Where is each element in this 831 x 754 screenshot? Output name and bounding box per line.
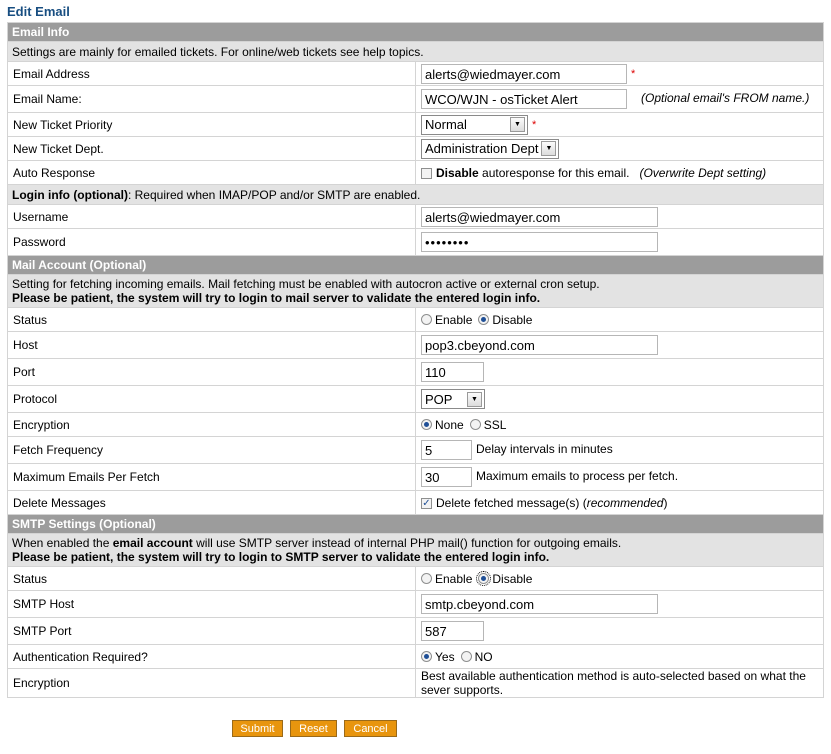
smtp-auth-yes-label: Yes bbox=[435, 649, 455, 664]
delete-messages-checkbox[interactable]: ✓ bbox=[422, 497, 431, 509]
delete-messages-text: Delete fetched message(s) bbox=[436, 495, 580, 510]
smtp-host-row bbox=[8, 591, 824, 618]
port-label: Port bbox=[8, 359, 416, 386]
port-row bbox=[8, 359, 824, 386]
cancel-button[interactable]: Cancel bbox=[344, 720, 397, 737]
smtp-status-disable-label: Disable bbox=[492, 571, 533, 586]
smtp-port-label: SMTP Port bbox=[8, 618, 416, 645]
priority-select[interactable] bbox=[421, 115, 528, 135]
smtp-encryption-row bbox=[8, 669, 824, 698]
login-info-note bbox=[8, 185, 824, 205]
max-emails-label: Maximum Emails Per Fetch bbox=[8, 464, 416, 491]
login-info-note-row bbox=[8, 185, 824, 205]
protocol-value: POP bbox=[425, 391, 453, 407]
mail-status-enable-radio[interactable] bbox=[421, 314, 432, 325]
auto-response-text: autoresponse for this email. bbox=[482, 165, 630, 180]
page-title: Edit Email bbox=[7, 4, 70, 19]
dept-value: Administration Dept bbox=[425, 141, 539, 156]
mail-status-enable-label: Enable bbox=[435, 312, 473, 327]
mail-account-header: Mail Account (Optional) bbox=[8, 256, 824, 275]
host-input[interactable]: pop3.cbeyond.com bbox=[421, 335, 658, 355]
smtp-note-row bbox=[8, 534, 824, 567]
encryption-none-radio[interactable] bbox=[421, 419, 432, 430]
mail-account-note-line1: Setting for fetching incoming emails. Mail fetching must be enabled with autocron active or external cron setup. bbox=[12, 277, 600, 291]
mail-status-disable-radio[interactable] bbox=[478, 314, 489, 325]
smtp-note-post: will use SMTP server instead of internal PHP mail() function for outgoing emails. bbox=[192, 536, 622, 550]
fetch-frequency-label: Fetch Frequency bbox=[8, 437, 416, 464]
encryption-ssl-label: SSL bbox=[483, 417, 507, 432]
smtp-auth-no-radio[interactable] bbox=[461, 651, 472, 662]
encryption-label: Encryption bbox=[8, 413, 416, 437]
smtp-note-bold: email account bbox=[112, 536, 193, 550]
priority-row bbox=[8, 113, 824, 137]
smtp-status-enable-radio[interactable] bbox=[421, 573, 432, 584]
username-input[interactable]: alerts@wiedmayer.com bbox=[421, 207, 658, 227]
mail-status-label: Status bbox=[8, 308, 416, 332]
delete-messages-row bbox=[8, 491, 824, 515]
smtp-port-input[interactable]: 587 bbox=[421, 621, 484, 641]
delete-messages-hint: recommended bbox=[586, 495, 664, 510]
dept-row bbox=[8, 137, 824, 161]
login-info-note-bold: Login info (optional) bbox=[12, 187, 128, 202]
smtp-host-input[interactable]: smtp.cbeyond.com bbox=[421, 594, 658, 614]
smtp-auth-label: Authentication Required? bbox=[8, 645, 416, 669]
fetch-frequency-hint: Delay intervals in minutes bbox=[476, 442, 613, 457]
auto-response-row bbox=[8, 161, 824, 185]
max-emails-row bbox=[8, 464, 824, 491]
max-emails-hint: Maximum emails to process per fetch. bbox=[476, 469, 679, 484]
encryption-row bbox=[8, 413, 824, 437]
smtp-host-label: SMTP Host bbox=[8, 591, 416, 618]
dept-select[interactable] bbox=[421, 139, 559, 159]
mail-status-row bbox=[8, 308, 824, 332]
smtp-auth-row bbox=[8, 645, 824, 669]
password-label: Password bbox=[8, 229, 416, 256]
auto-response-label: Auto Response bbox=[8, 161, 416, 185]
auto-response-hint: (Overwrite Dept setting) bbox=[639, 165, 767, 180]
email-info-header-row bbox=[8, 23, 824, 42]
max-emails-input[interactable]: 30 bbox=[421, 467, 472, 487]
username-row bbox=[8, 205, 824, 229]
encryption-ssl-radio[interactable] bbox=[470, 419, 481, 430]
delete-messages-hint-open: ( bbox=[582, 495, 587, 510]
host-label: Host bbox=[8, 332, 416, 359]
password-row bbox=[8, 229, 824, 256]
email-name-hint: (Optional email's FROM name.) bbox=[641, 91, 810, 106]
fetch-frequency-input[interactable]: 5 bbox=[421, 440, 472, 460]
required-mark: * bbox=[532, 118, 537, 131]
smtp-status-row bbox=[8, 567, 824, 591]
protocol-label: Protocol bbox=[8, 386, 416, 413]
auto-response-checkbox[interactable] bbox=[421, 168, 432, 179]
password-input[interactable]: •••••••• bbox=[421, 232, 658, 252]
submit-button[interactable]: Submit bbox=[232, 720, 283, 737]
protocol-select[interactable] bbox=[421, 389, 485, 409]
mail-status-disable-label: Disable bbox=[492, 312, 533, 327]
auto-response-disable-text: Disable bbox=[436, 165, 479, 180]
email-address-row bbox=[8, 62, 824, 86]
fetch-frequency-row bbox=[8, 437, 824, 464]
dept-label: New Ticket Dept. bbox=[8, 137, 416, 161]
smtp-note-line2: Please be patient, the system will try to login to SMTP server to validate the entered login info. bbox=[12, 550, 550, 564]
required-mark: * bbox=[631, 67, 636, 80]
delete-messages-label: Delete Messages bbox=[8, 491, 416, 515]
smtp-auth-no-label: NO bbox=[474, 649, 493, 664]
smtp-status-disable-radio[interactable] bbox=[478, 573, 489, 584]
chevron-down-icon: ▼ bbox=[467, 392, 482, 407]
chevron-down-icon: ▼ bbox=[541, 141, 556, 156]
reset-button[interactable]: Reset bbox=[290, 720, 337, 737]
mail-account-note bbox=[8, 275, 824, 308]
smtp-header: SMTP Settings (Optional) bbox=[8, 515, 824, 534]
email-info-note: Settings are mainly for emailed tickets. For online/web tickets see help topics. bbox=[8, 42, 824, 62]
email-form bbox=[7, 22, 824, 698]
host-row bbox=[8, 332, 824, 359]
email-info-header: Email Info bbox=[8, 23, 824, 42]
email-name-label: Email Name: bbox=[8, 86, 416, 113]
form-buttons bbox=[232, 720, 404, 737]
username-label: Username bbox=[8, 205, 416, 229]
chevron-down-icon: ▼ bbox=[510, 117, 525, 132]
priority-label: New Ticket Priority bbox=[8, 113, 416, 137]
smtp-encryption-label: Encryption bbox=[8, 669, 416, 698]
port-input[interactable]: 110 bbox=[421, 362, 484, 382]
smtp-note bbox=[8, 534, 824, 567]
login-info-note-rest: : Required when IMAP/POP and/or SMTP are enabled. bbox=[127, 187, 421, 202]
smtp-header-row bbox=[8, 515, 824, 534]
mail-account-note-row bbox=[8, 275, 824, 308]
smtp-encryption-text: Best available authentication method is auto-selected based on what the sever supports. bbox=[416, 669, 824, 698]
delete-messages-hint-close: ) bbox=[663, 495, 668, 510]
smtp-status-label: Status bbox=[8, 567, 416, 591]
email-name-input[interactable]: WCO/WJN - osTicket Alert bbox=[421, 89, 627, 109]
email-address-input[interactable]: alerts@wiedmayer.com bbox=[421, 64, 627, 84]
smtp-port-row bbox=[8, 618, 824, 645]
encryption-none-label: None bbox=[435, 417, 464, 432]
smtp-note-pre: When enabled the bbox=[12, 536, 113, 550]
email-name-row bbox=[8, 86, 824, 113]
priority-value: Normal bbox=[425, 117, 467, 132]
smtp-auth-yes-radio[interactable] bbox=[421, 651, 432, 662]
email-info-note-row bbox=[8, 42, 824, 62]
smtp-status-enable-label: Enable bbox=[435, 571, 473, 586]
mail-account-note-line2: Please be patient, the system will try to login to mail server to validate the entered login info. bbox=[12, 291, 541, 305]
protocol-row bbox=[8, 386, 824, 413]
email-address-label: Email Address bbox=[8, 62, 416, 86]
mail-account-header-row bbox=[8, 256, 824, 275]
